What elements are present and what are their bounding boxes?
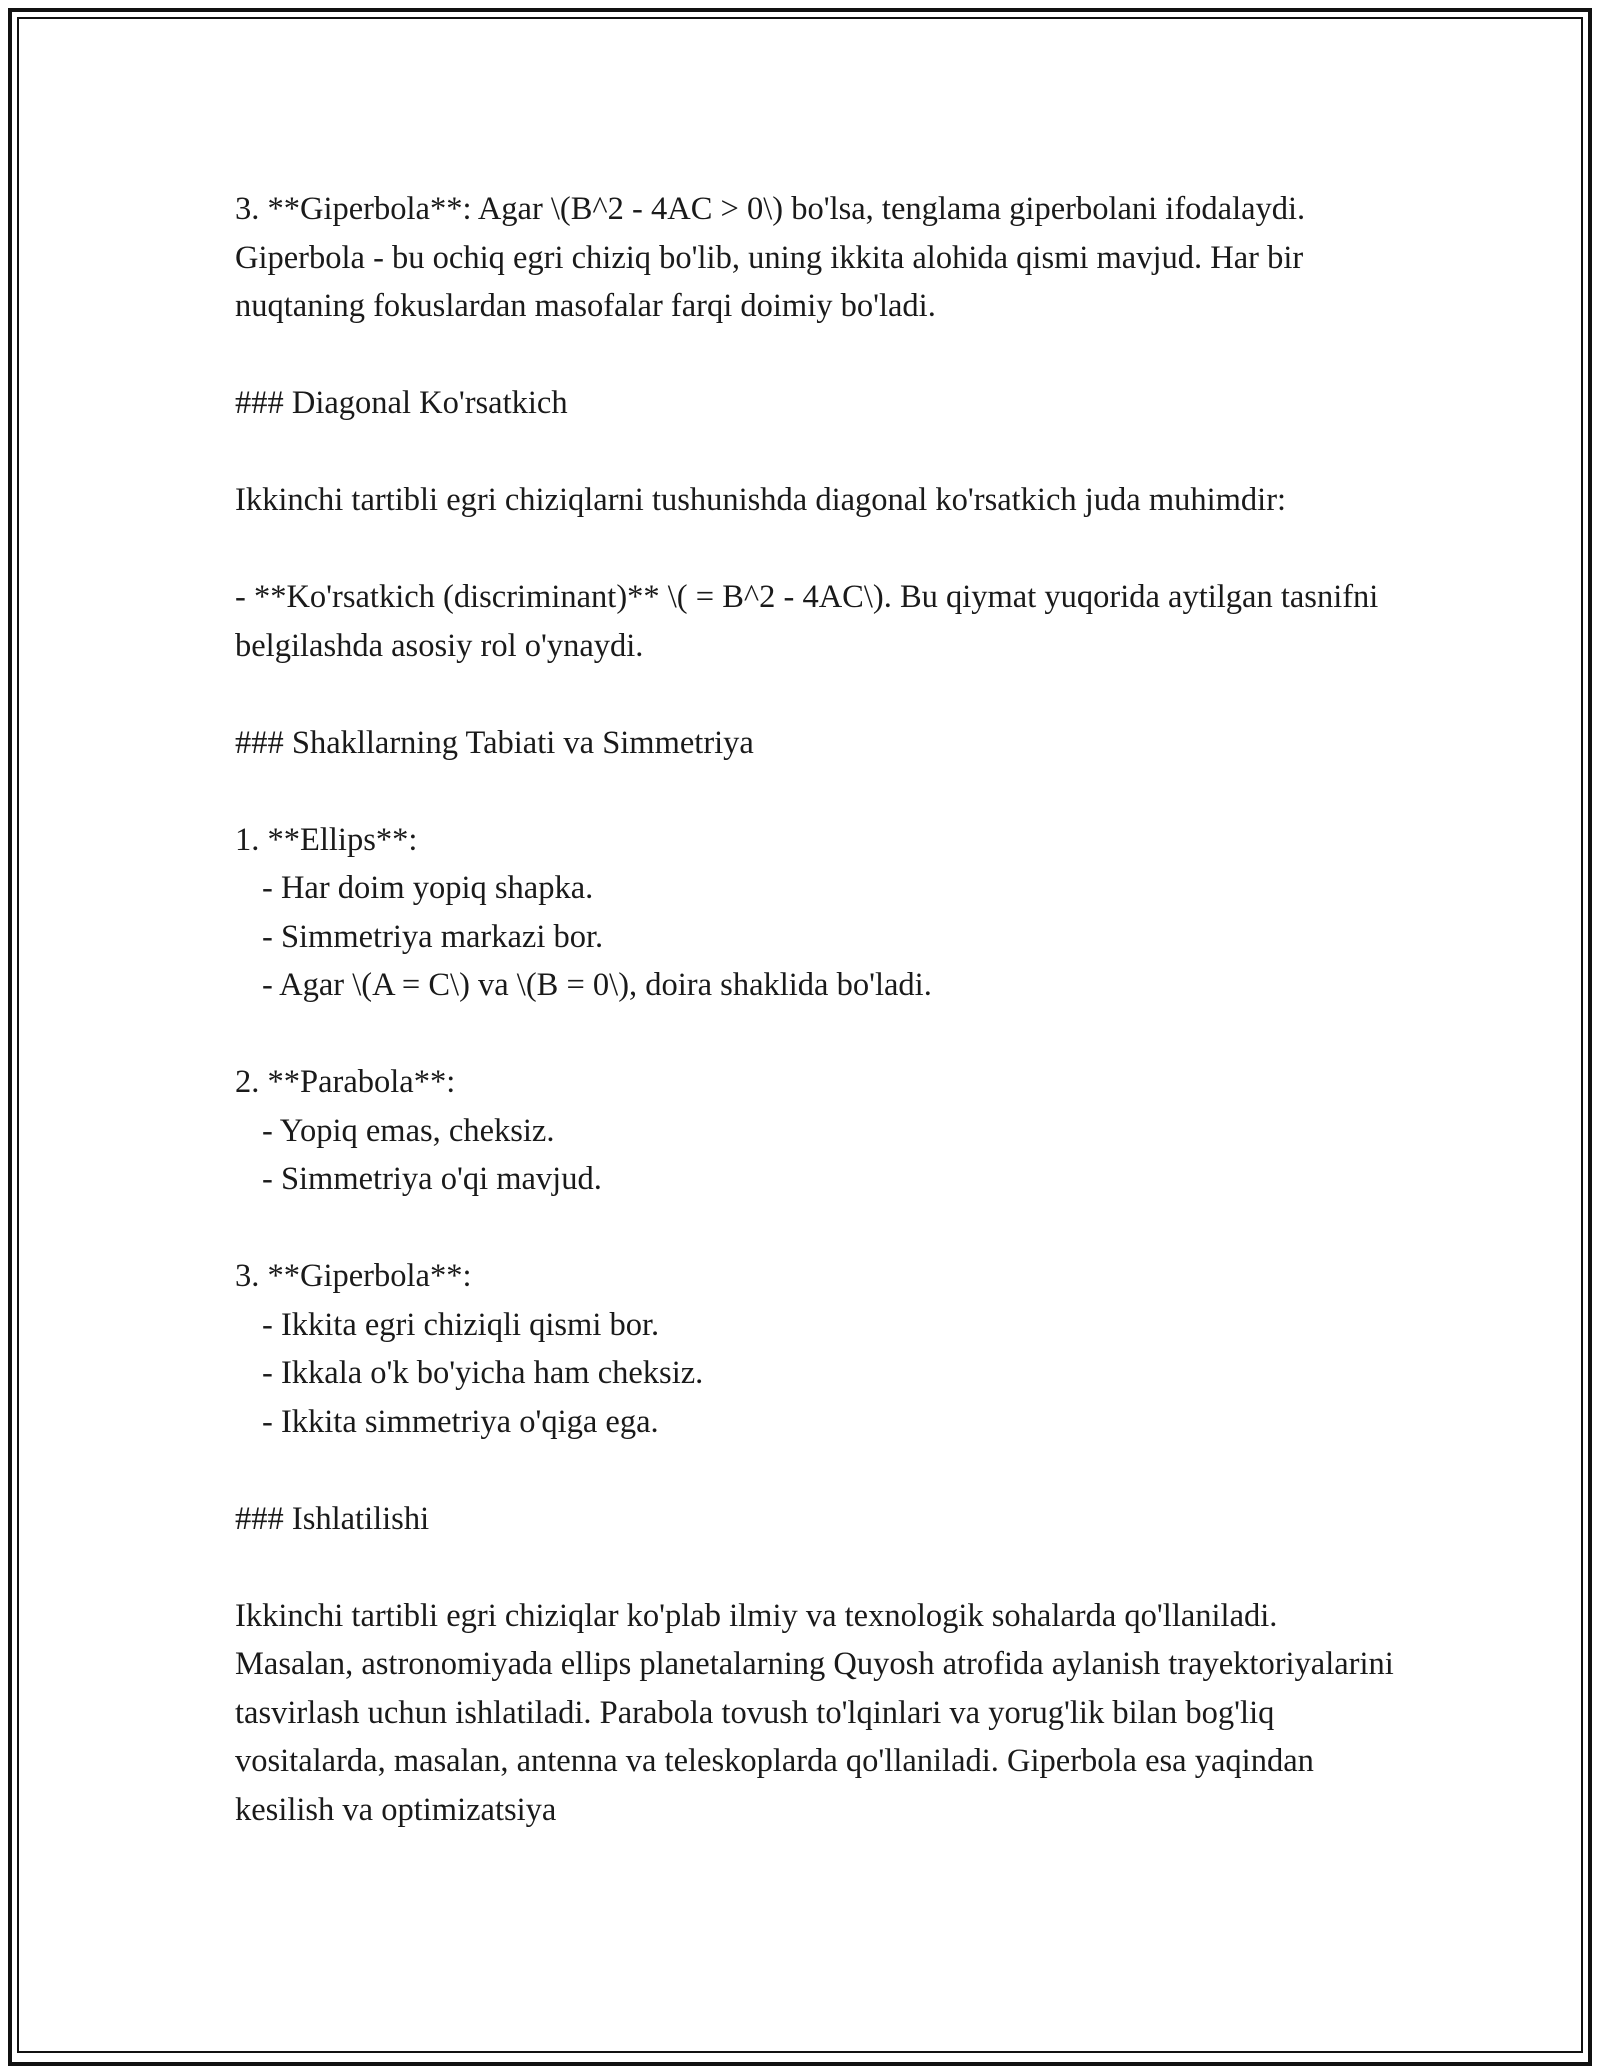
spacer	[235, 1204, 1395, 1253]
list-item: - Simmetriya markazi bor.	[262, 918, 604, 955]
spacer	[235, 525, 1395, 574]
list-item: - Ikkita egri chiziqli qismi bor.	[262, 1306, 660, 1343]
list-ellips	[235, 816, 1395, 1010]
list-giperbola	[235, 1252, 1395, 1446]
list-title: 1. **Ellips**:	[235, 821, 418, 858]
list-title: 3. **Giperbola**:	[235, 1258, 472, 1294]
list-parabola	[235, 1058, 1395, 1204]
list-item: - Har doim yopiq shapka.	[262, 870, 594, 906]
list-item: - Agar \(A = C\) va \(B = 0\), doira shaklida bo'ladi.	[262, 967, 932, 1003]
paragraph-giperbola: 3. **Giperbola**: Agar \(B^2 - 4AC > 0\) bo'lsa, tenglama giperbolani ifodalaydi. Giperbola - bu ochiq egri chiziq bo'lib, uning ikkita alohida qismi mavjud. Har bir nuqtaning fokuslardan masofalar farqi doimiy bo'ladi.	[235, 191, 1314, 324]
paragraph-diagonal: Ikkinchi tartibli egri chiziqlarni tushunishda diagonal ko'rsatkich juda muhimdir:	[235, 482, 1287, 518]
list-title: 2. **Parabola**:	[235, 1064, 456, 1100]
list-item: - Ikkita simmetriya o'qiga ega.	[262, 1403, 659, 1440]
spacer	[235, 331, 1395, 380]
heading-diagonal: ### Diagonal Ko'rsatkich	[235, 385, 568, 421]
paragraph-korsatkich: - **Ko'rsatkich (discriminant)** \( = B^2 - 4AC\). Bu qiymat yuqorida aytilgan tasnifni belgilashda asosiy rol o'ynaydi.	[235, 579, 1387, 664]
heading-ishlatilishi: ### Ishlatilishi	[235, 1500, 430, 1537]
spacer	[235, 670, 1395, 719]
heading-shakllar: ### Shakllarning Tabiati va Simmetriya	[235, 724, 754, 761]
list-item: - Ikkala o'k bo'yicha ham cheksiz.	[262, 1355, 704, 1391]
document-body	[235, 185, 1402, 1834]
spacer	[235, 767, 1395, 816]
spacer	[235, 1446, 1395, 1495]
list-item: - Yopiq emas, cheksiz.	[262, 1112, 555, 1149]
list-item: - Simmetriya o'qi mavjud.	[262, 1161, 602, 1197]
spacer	[235, 1543, 1395, 1592]
spacer	[235, 1010, 1395, 1059]
paragraph-ishlatilishi: Ikkinchi tartibli egri chiziqlar ko'plab ilmiy va texnologik sohalarda qo'llaniladi. Masalan, astronomiyada ellips planetalarning Quyosh atrofida aylanish trayektoriyalarini tasvirlash uchun ishlatiladi. Parabola tovush to'lqinlari va yorug'lik bilan bog'liq vositalarda, masalan, antenna va teleskoplarda qo'llaniladi. Giperbola esa yaqindan kesilish va optimizatsiya	[235, 1597, 1402, 1828]
spacer	[235, 428, 1395, 477]
